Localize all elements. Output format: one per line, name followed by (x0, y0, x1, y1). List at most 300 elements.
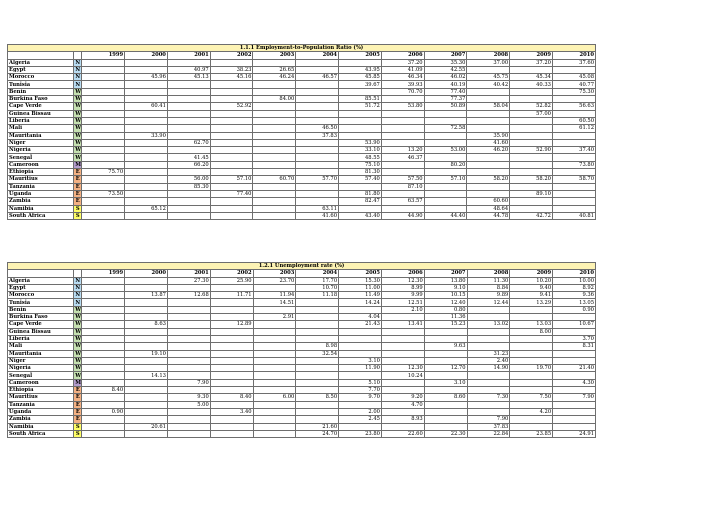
value-cell (125, 335, 168, 342)
value-cell (510, 350, 553, 357)
value-cell: 40.33 (510, 81, 553, 88)
region-code-cell: E (74, 416, 82, 423)
country-cell: Cape Verde (8, 321, 74, 328)
value-cell (510, 96, 553, 103)
value-cell (82, 198, 125, 205)
value-cell: 13.05 (553, 299, 596, 306)
value-cell (296, 379, 339, 386)
value-cell: 13.20 (381, 147, 424, 154)
value-cell: 8.40 (210, 394, 253, 401)
value-cell: 40.19 (424, 81, 467, 88)
value-cell: 8.60 (424, 394, 467, 401)
value-cell (125, 430, 168, 437)
value-cell (167, 430, 210, 437)
value-cell (296, 147, 339, 154)
value-cell (467, 110, 510, 117)
value-cell: 12.40 (424, 299, 467, 306)
value-cell (82, 66, 125, 73)
value-cell (510, 423, 553, 430)
value-cell (553, 387, 596, 394)
value-cell (125, 212, 168, 219)
year-header: 2006 (381, 52, 424, 59)
region-code-cell: E (74, 394, 82, 401)
value-cell: 26.65 (253, 66, 296, 73)
value-cell: 45.34 (510, 74, 553, 81)
value-cell: 13.80 (424, 277, 467, 284)
country-cell: Liberia (8, 117, 74, 124)
value-cell (82, 365, 125, 372)
value-cell (253, 423, 296, 430)
value-cell (424, 205, 467, 212)
value-cell: 48.55 (339, 154, 382, 161)
value-cell: 43.95 (339, 66, 382, 73)
value-cell: 14.51 (253, 299, 296, 306)
country-cell: Egypt (8, 284, 74, 291)
value-cell: 13.87 (125, 292, 168, 299)
value-cell: 7.30 (467, 394, 510, 401)
year-header-row (8, 270, 596, 277)
value-cell: 9.99 (381, 292, 424, 299)
table-row (8, 183, 596, 190)
value-cell (82, 176, 125, 183)
value-cell (381, 190, 424, 197)
value-cell (167, 335, 210, 342)
value-cell: 60.41 (125, 103, 168, 110)
value-cell: 9.36 (553, 292, 596, 299)
value-cell (210, 59, 253, 66)
value-cell: 85.51 (339, 96, 382, 103)
value-cell (339, 350, 382, 357)
value-cell (253, 350, 296, 357)
value-cell (253, 328, 296, 335)
value-cell (381, 169, 424, 176)
region-code-cell: W (75, 321, 82, 328)
value-cell (82, 212, 125, 219)
value-cell (125, 190, 168, 197)
value-cell: 53.90 (339, 139, 382, 146)
value-cell (467, 379, 510, 386)
value-cell (82, 103, 125, 110)
value-cell: 21.40 (553, 365, 596, 372)
country-cell: Mauritania (8, 350, 74, 357)
table-row (8, 416, 596, 423)
value-cell (253, 365, 296, 372)
table-row (8, 161, 596, 168)
table-row (8, 212, 596, 219)
value-cell (210, 314, 253, 321)
value-cell (381, 357, 424, 364)
value-cell (424, 154, 467, 161)
value-cell: 72.58 (424, 125, 467, 132)
value-cell: 84.00 (253, 96, 296, 103)
year-header: 2001 (167, 52, 210, 59)
year-header: 2005 (339, 270, 382, 277)
value-cell (381, 132, 424, 139)
value-cell (253, 110, 296, 117)
value-cell (552, 169, 595, 176)
value-cell (167, 306, 210, 313)
region-code-cell: W (75, 306, 82, 313)
value-cell (82, 125, 125, 132)
value-cell (82, 139, 125, 146)
header-blank-cell (74, 52, 82, 59)
value-cell: 33.90 (125, 132, 168, 139)
value-cell (510, 335, 553, 342)
region-code-cell: W (75, 372, 82, 379)
value-cell: 35.90 (467, 132, 510, 139)
value-cell: 40.77 (552, 81, 595, 88)
value-cell: 65.12 (125, 205, 168, 212)
country-cell: Tanzania (8, 183, 74, 190)
value-cell (467, 314, 510, 321)
value-cell: 41.60 (296, 212, 339, 219)
value-cell (253, 132, 296, 139)
value-cell (553, 416, 596, 423)
table-row (8, 314, 596, 321)
value-cell: 56.00 (167, 176, 210, 183)
value-cell (339, 125, 382, 132)
value-cell: 73.50 (82, 190, 125, 197)
value-cell (82, 430, 125, 437)
value-cell (167, 96, 210, 103)
value-cell (467, 335, 510, 342)
value-cell (167, 416, 210, 423)
value-cell (381, 96, 424, 103)
region-code-cell: W (75, 132, 82, 139)
value-cell (167, 284, 210, 291)
value-cell: 5.00 (167, 401, 210, 408)
value-cell (424, 139, 467, 146)
value-cell (467, 306, 510, 313)
value-cell (467, 161, 510, 168)
value-cell (510, 416, 553, 423)
value-cell: 3.70 (553, 335, 596, 342)
value-cell (552, 154, 595, 161)
value-cell (296, 306, 339, 313)
value-cell (167, 299, 210, 306)
value-cell: 0.90 (553, 306, 596, 313)
value-cell: 44.40 (424, 212, 467, 219)
value-cell (296, 387, 339, 394)
value-cell: 10.20 (510, 277, 553, 284)
country-cell: Egypt (8, 66, 74, 73)
value-cell: 81.30 (339, 169, 382, 176)
table-row (8, 198, 596, 205)
table-title: 1.1.1 Employment-to-Population Ratio (%) (8, 45, 596, 52)
value-cell (381, 350, 424, 357)
value-cell: 37.40 (552, 147, 595, 154)
country-cell: Nigeria (8, 147, 74, 154)
value-cell (210, 350, 253, 357)
value-cell (167, 328, 210, 335)
value-cell (210, 212, 253, 219)
value-cell: 46.50 (296, 125, 339, 132)
table-row (8, 103, 596, 110)
value-cell: 8.84 (467, 284, 510, 291)
value-cell (381, 379, 424, 386)
region-code-cell: E (74, 198, 82, 205)
value-cell: 8.99 (381, 284, 424, 291)
value-cell: 57.10 (210, 176, 253, 183)
value-cell (253, 169, 296, 176)
value-cell (467, 117, 510, 124)
value-cell: 66.20 (167, 161, 210, 168)
region-code-cell: S (74, 423, 82, 430)
value-cell: 41.45 (167, 154, 210, 161)
value-cell: 37.00 (467, 59, 510, 66)
country-cell: Mauritius (8, 394, 74, 401)
table-row (8, 335, 596, 342)
value-cell: 75.70 (82, 169, 125, 176)
value-cell (82, 81, 125, 88)
value-cell: 4.70 (381, 401, 424, 408)
value-cell: 10.15 (424, 292, 467, 299)
year-header: 2000 (125, 270, 168, 277)
value-cell: 61.12 (552, 125, 595, 132)
value-cell (82, 132, 125, 139)
value-cell (253, 416, 296, 423)
value-cell: 42.55 (424, 66, 467, 73)
value-cell (82, 394, 125, 401)
value-cell: 77.40 (210, 190, 253, 197)
region-code-cell: W (75, 343, 82, 350)
country-cell: Uganda (8, 408, 74, 415)
value-cell: 21.60 (296, 423, 339, 430)
table-row (8, 343, 596, 350)
value-cell (296, 139, 339, 146)
value-cell (167, 190, 210, 197)
value-cell (339, 117, 382, 124)
value-cell (253, 335, 296, 342)
country-cell: South Africa (8, 430, 74, 437)
value-cell (82, 357, 125, 364)
country-cell: Namibia (8, 205, 74, 212)
region-code-cell: W (75, 154, 82, 161)
value-cell (339, 343, 382, 350)
value-cell: 13.02 (467, 321, 510, 328)
value-cell (510, 357, 553, 364)
country-cell: Cape Verde (8, 103, 74, 110)
value-cell: 52.90 (510, 147, 553, 154)
country-cell: Cameroon (8, 161, 74, 168)
value-cell: 0.80 (424, 306, 467, 313)
table-row (8, 379, 596, 386)
value-cell (82, 277, 125, 284)
value-cell (253, 401, 296, 408)
value-cell (253, 284, 296, 291)
region-code-cell: E (74, 190, 82, 197)
value-cell: 23.85 (510, 430, 553, 437)
value-cell (381, 387, 424, 394)
value-cell (381, 110, 424, 117)
value-cell: 9.63 (424, 343, 467, 350)
region-code-cell: S (74, 430, 82, 437)
value-cell (467, 88, 510, 95)
value-cell (467, 96, 510, 103)
value-cell: 11.36 (424, 314, 467, 321)
value-cell: 57.10 (424, 176, 467, 183)
value-cell: 62.70 (167, 139, 210, 146)
value-cell (381, 343, 424, 350)
value-cell (253, 343, 296, 350)
value-cell (82, 284, 125, 291)
value-cell: 12.70 (424, 365, 467, 372)
value-cell (339, 306, 382, 313)
value-cell (125, 299, 168, 306)
value-cell (424, 328, 467, 335)
value-cell: 45.96 (125, 74, 168, 81)
country-cell: Benin (8, 88, 74, 95)
value-cell (553, 328, 596, 335)
value-cell: 9.89 (467, 292, 510, 299)
value-cell (552, 139, 595, 146)
value-cell (381, 139, 424, 146)
value-cell (253, 387, 296, 394)
value-cell: 13.29 (510, 299, 553, 306)
value-cell (210, 335, 253, 342)
region-code-cell: W (75, 147, 82, 154)
value-cell (82, 328, 125, 335)
country-cell: Burkina Faso (8, 314, 74, 321)
year-header: 2002 (210, 270, 253, 277)
value-cell: 2.00 (339, 408, 382, 415)
value-cell (210, 169, 253, 176)
value-cell (82, 74, 125, 81)
value-cell: 4.04 (339, 314, 382, 321)
value-cell (296, 328, 339, 335)
value-cell (125, 125, 168, 132)
value-cell (253, 59, 296, 66)
value-cell (424, 169, 467, 176)
country-cell: Ethiopia (8, 387, 74, 394)
region-code-cell: N (75, 81, 81, 88)
table-row (8, 408, 596, 415)
year-header: 2009 (510, 52, 553, 59)
value-cell: 25.90 (210, 277, 253, 284)
value-cell (253, 103, 296, 110)
country-cell: Senegal (8, 372, 74, 379)
value-cell (424, 423, 467, 430)
value-cell (381, 125, 424, 132)
value-cell (210, 372, 253, 379)
value-cell: 14.24 (339, 299, 382, 306)
value-cell: 8.98 (296, 343, 339, 350)
country-cell: Mali (8, 125, 74, 132)
value-cell: 2.91 (253, 314, 296, 321)
value-cell (210, 328, 253, 335)
table-row (8, 306, 596, 313)
value-cell (296, 372, 339, 379)
value-cell: 39.67 (339, 81, 382, 88)
value-cell (424, 372, 467, 379)
value-cell: 19.70 (510, 365, 553, 372)
value-cell (296, 161, 339, 168)
value-cell (253, 379, 296, 386)
year-header: 2010 (553, 270, 596, 277)
value-cell (552, 66, 595, 73)
value-cell (339, 401, 382, 408)
value-cell: 2.40 (467, 357, 510, 364)
value-cell: 3.40 (210, 408, 253, 415)
value-cell (424, 117, 467, 124)
value-cell: 27.30 (167, 277, 210, 284)
value-cell (82, 416, 125, 423)
value-cell (125, 147, 168, 154)
value-cell (125, 365, 168, 372)
value-cell (510, 198, 553, 205)
value-cell (253, 357, 296, 364)
value-cell (82, 321, 125, 328)
year-header: 2005 (339, 52, 382, 59)
value-cell: 46.20 (467, 147, 510, 154)
value-cell: 40.97 (167, 66, 210, 73)
value-cell (296, 416, 339, 423)
value-cell (381, 205, 424, 212)
value-cell: 6.00 (253, 394, 296, 401)
country-cell: Senegal (8, 154, 74, 161)
value-cell (82, 147, 125, 154)
value-cell (210, 81, 253, 88)
table-row (8, 125, 596, 132)
region-code-cell: W (75, 96, 82, 103)
table-row (8, 205, 596, 212)
value-cell: 10.67 (553, 321, 596, 328)
value-cell (82, 117, 125, 124)
table-row (8, 277, 596, 284)
value-cell (82, 350, 125, 357)
year-header: 2008 (467, 270, 510, 277)
value-cell: 37.83 (296, 132, 339, 139)
value-cell: 13.03 (510, 321, 553, 328)
value-cell (510, 169, 553, 176)
value-cell (296, 103, 339, 110)
value-cell: 52.82 (510, 103, 553, 110)
value-cell (125, 154, 168, 161)
value-cell: 12.44 (467, 299, 510, 306)
country-cell: Namibia (8, 423, 74, 430)
value-cell (167, 81, 210, 88)
year-header: 2008 (467, 52, 510, 59)
region-code-cell: N (75, 74, 81, 81)
value-cell: 37.20 (381, 59, 424, 66)
country-cell: Ethiopia (8, 169, 74, 176)
value-cell (125, 59, 168, 66)
value-cell: 63.11 (296, 205, 339, 212)
value-cell: 46.34 (381, 74, 424, 81)
value-cell (296, 321, 339, 328)
value-cell (82, 299, 125, 306)
country-cell: Tunisia (8, 299, 74, 306)
value-cell (253, 117, 296, 124)
value-cell: 58.20 (467, 176, 510, 183)
value-cell (296, 66, 339, 73)
value-cell (467, 401, 510, 408)
value-cell: 38.23 (210, 66, 253, 73)
value-cell: 77.40 (424, 88, 467, 95)
value-cell: 14.13 (125, 372, 168, 379)
value-cell (467, 66, 510, 73)
value-cell: 46.37 (381, 154, 424, 161)
value-cell (210, 387, 253, 394)
region-code-cell: W (75, 110, 82, 117)
value-cell (553, 357, 596, 364)
value-cell: 37.20 (510, 59, 553, 66)
region-code-cell: N (75, 59, 81, 66)
value-cell (253, 183, 296, 190)
region-code-cell: E (74, 183, 82, 190)
value-cell: 58.20 (510, 176, 553, 183)
value-cell (125, 88, 168, 95)
